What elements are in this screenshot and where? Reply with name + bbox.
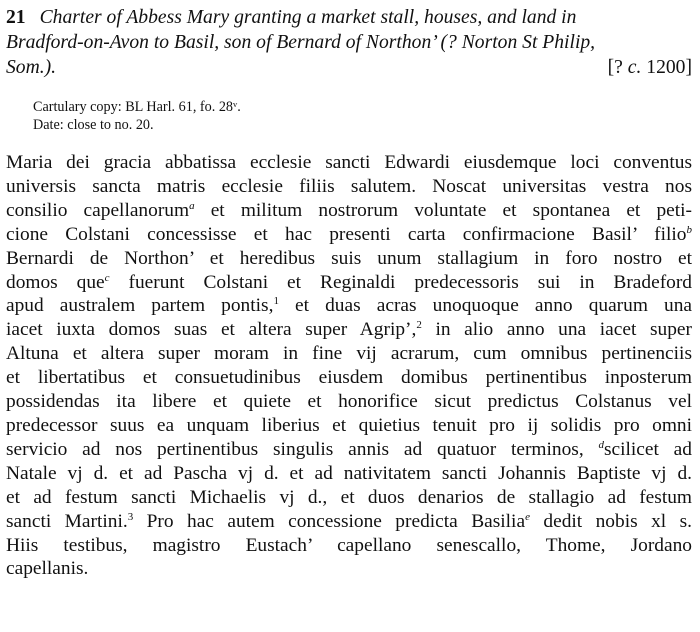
text-line: Natale vj d. et ad Pascha vj d. et ad nativitatem sancti Johannis Baptiste vj d. (6, 462, 692, 484)
text-line: predecessor suus ea unquam liberius et quietius tenuit pro ij solidis pro omni (6, 414, 692, 436)
footnote-marker: 1 (273, 295, 279, 308)
text-line: Maria dei gracia abbatissa ecclesie sancti Edwardi eiusdemque loci conventus (6, 152, 692, 173)
text-line: possidendas ita libere et quiete et honorifice sicut predictus Colstanus vel (6, 391, 692, 413)
text-line: Hiis testibus, magistro Eustach’ capellano senescallo, Thome, Jordano (6, 534, 692, 556)
footnote-marker: 2 (416, 319, 422, 332)
charter-date: [? c. 1200] (607, 57, 692, 78)
footnote-marker: c (104, 271, 110, 284)
text-line: domos que$^c$ fuerunt Colstani et Reginaldi predecessoris sui in Bradeford (6, 271, 692, 293)
text-line: Bernardi de Northon’ et heredibus suis unum stallagium in foro nostro et (6, 247, 692, 269)
footnote-marker: e (525, 510, 530, 523)
charter-text (6, 151, 692, 581)
text-line: Altuna et altera super moram in fine vij acrarum, cum omnibus pertinenciis (6, 343, 692, 365)
charter-title-line-2: Bradford-on-Avon to Basil, son of Bernard of Northon’ (? Norton St Philip, (6, 32, 596, 53)
footnote-marker: d (598, 438, 604, 451)
charter-title-line-1: 21 Charter of Abbess Mary granting a market stall, houses, and land in (6, 7, 577, 28)
text-line: universis sancta matris ecclesie filiis salutem. Noscat universitas vestra nos (6, 175, 692, 197)
text-line: sancti Martini.$^3$ Pro hac autem concessione predicta Basilia$^e$ dedit nobis xl s. (6, 510, 692, 532)
footnote-marker: b (686, 223, 692, 236)
charter-heading (6, 5, 692, 80)
cartulary-reference: Cartulary copy: BL Harl. 61, fo. 28ᵛ. (33, 99, 241, 115)
text-line: iacet iuxta domos suas et altera super Agrip’,$^2$ in alio anno una iacet super (6, 319, 692, 341)
text-line: capellanis. (6, 558, 89, 580)
text-line: apud australem partem pontis,$^1$ et duas acras unoquoque anno quarum una (6, 295, 693, 317)
text-line: cione Colstani concessisse et hac presenti carta confirmacione Basil’ filio$^b$ (6, 223, 692, 245)
footnote-marker: a (189, 199, 195, 212)
footnote-marker: 3 (127, 510, 134, 523)
date-note: Date: close to no. 20. (33, 117, 154, 133)
text-line: consilio capellanorum$^a$ et militum nostrorum voluntate et spontanea et peti- (6, 199, 692, 221)
charter-metadata (33, 98, 241, 134)
text-line: et libertatibus et consuetudinibus eiusdem domibus pertinentibus inposterum (6, 367, 692, 389)
charter-title-line-3: Som.). (6, 57, 57, 78)
text-line: servicio ad nos pertinentibus singulis annis ad quatuor terminos, $^d$scilicet ad (6, 438, 692, 460)
text-line: et ad festum sancti Michaelis vj d., et duos denarios de stallagio ad festum (6, 486, 692, 508)
charter-number: 21 (6, 7, 26, 28)
